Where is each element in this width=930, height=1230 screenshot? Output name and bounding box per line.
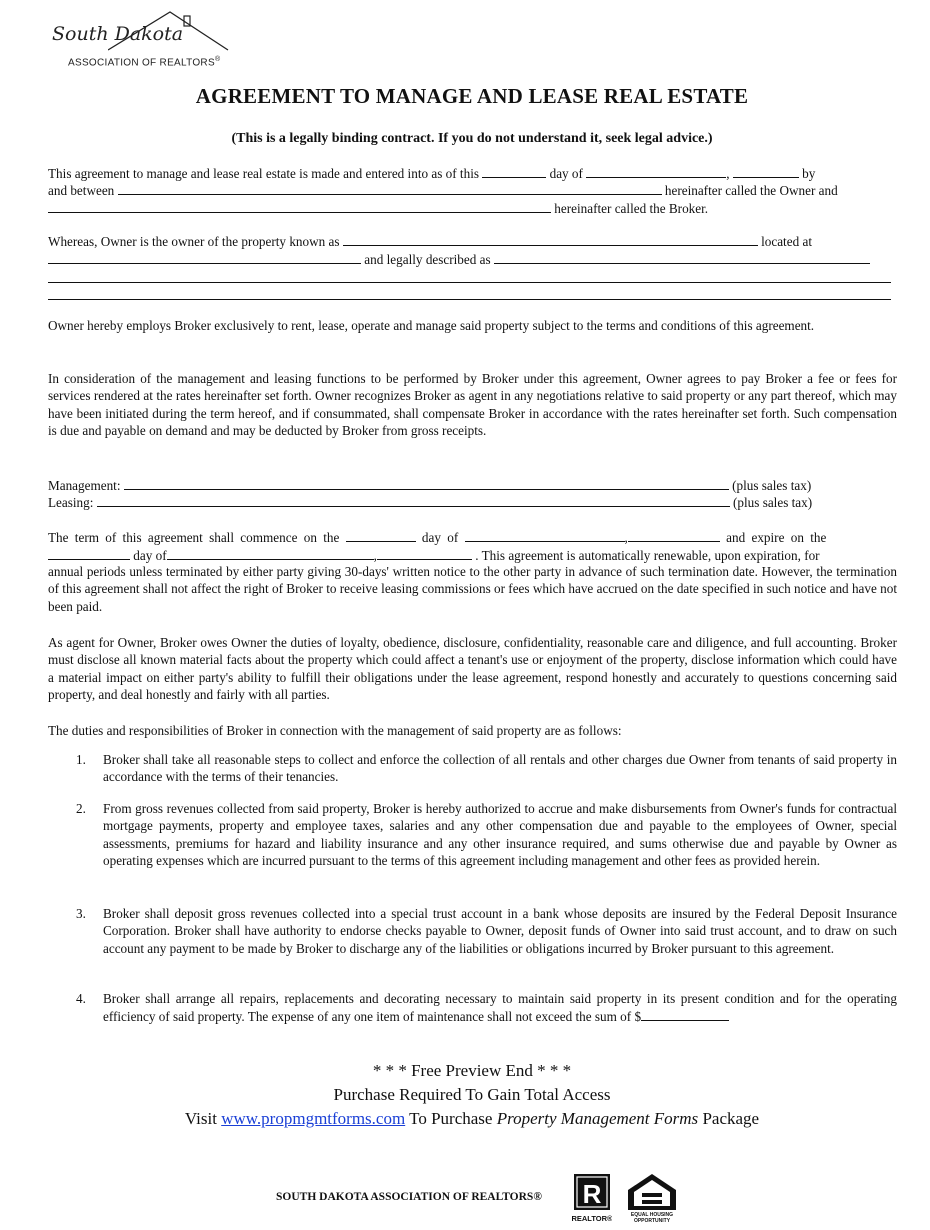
list-item-number: 4. — [76, 991, 86, 1006]
month-field[interactable] — [586, 164, 726, 178]
intro-comma: , — [726, 166, 730, 181]
preview-end-notice: * * * Free Preview End * * * — [372, 1061, 572, 1080]
term-text-a: The term of this agreement shall commence on the — [48, 530, 340, 545]
intro-text-a: This agreement to manage and lease real estate is made and entered into as of this — [48, 166, 479, 181]
equal-housing-icon — [624, 1172, 680, 1224]
realtor-mark-text: R — [582, 1179, 602, 1209]
document-title: AGREEMENT TO MANAGE AND LEASE REAL ESTATE — [195, 84, 749, 108]
term-comma-1: , — [624, 530, 628, 545]
term-text-g: . This agreement is automatically renewable, upon expiration, for — [475, 548, 820, 563]
eho-label-2: OPPORTUNITY — [633, 1218, 671, 1224]
owner-name-field[interactable] — [118, 181, 662, 195]
term-text-d: and expire on the — [726, 530, 827, 545]
legal-notice: (This is a legally binding contract. If you do not understand it, seek legal advice.) — [231, 131, 713, 146]
duties-intro: The duties and responsibilities of Broker in connection with the management of said property are as follows: — [48, 723, 622, 738]
intro-line-2 — [48, 181, 838, 199]
logo-association-text — [68, 51, 220, 72]
term-line-1 — [48, 528, 826, 546]
intro-text-broker: hereinafter called the Broker. — [554, 201, 709, 216]
term-comma-2: , — [373, 548, 377, 563]
logo-script-text: South Dakota — [52, 23, 184, 45]
intro-text-d: by — [802, 166, 816, 181]
management-fee-field[interactable] — [124, 476, 729, 490]
property-location-field[interactable] — [48, 250, 361, 264]
list-item-number: 2. — [76, 801, 86, 816]
commence-year-field[interactable] — [628, 528, 720, 542]
maintenance-limit-field[interactable] — [641, 1007, 729, 1021]
legal-description-line-2[interactable] — [48, 282, 891, 283]
logo-reg-mark: ® — [214, 56, 221, 63]
to-purchase-text: To Purchase — [409, 1109, 493, 1128]
visit-text: Visit — [184, 1109, 217, 1128]
leasing-label: Leasing: — [48, 495, 94, 510]
property-known-as-field[interactable] — [343, 232, 758, 246]
management-fee-row — [48, 476, 811, 494]
realtor-r-icon — [572, 1172, 612, 1224]
whereas-line-2 — [48, 250, 870, 268]
agent-duties-paragraph: As agent for Owner, Broker owes Owner the duties of loyalty, obedience, disclosure, confidentiality, reasonable care and diligence, and full accounting. Broker must disclose all known material facts about the property which could affect a tenant's use or enjoyment of the property, disclose information which could have a material impact on either party's ability to fulfill their obligations under the lease agreement, respond honestly and accurately to questions concerning said property, and deal honestly and fairly with all parties. — [48, 635, 897, 703]
management-tax-note: (plus sales tax) — [732, 478, 812, 493]
year-field[interactable] — [733, 164, 799, 178]
list-item-number: 3. — [76, 906, 86, 921]
day-field[interactable] — [482, 164, 546, 178]
term-paragraph-rest: annual periods unless terminated by either party giving 30-days' written notice to the other party in advance of such termination date. However, the termination of this agreement shall not affect the right of Broker to receive leasing commissions or fees which have accrued on the date specified in such notice and have not been paid. — [48, 564, 897, 614]
sdar-logo — [48, 10, 238, 70]
broker-name-field[interactable] — [48, 199, 551, 213]
list-item-text: Broker shall take all reasonable steps to collect and enforce the collection of all rentals and other charges due Owner from tenants of said property in accordance with the terms of their tenancies. — [103, 752, 897, 785]
legal-description-line-3[interactable] — [48, 299, 891, 300]
term-text-e: day of — [133, 548, 167, 563]
list-item-text — [103, 990, 897, 1026]
expire-month-field[interactable] — [167, 546, 374, 560]
whereas-line-1 — [48, 232, 812, 250]
intro-line-1 — [48, 164, 815, 182]
intro-text-owner: hereinafter called the Owner and — [664, 183, 838, 198]
whereas-text-a: Whereas, Owner is the owner of the property known as — [48, 234, 340, 249]
intro-text-and-between: and between — [48, 183, 115, 198]
list-item-text: Broker shall deposit gross revenues collected into a special trust account in a bank whose deposits are insured by the Federal Deposit Insurance Corporation. Broker shall have authority to endorse checks payable to Owner, deposit funds of Owner into said trust account, and to draw on such account any payment to be made by Broker to discharge any of the liabilities or obligations incurred by Broker pursuant to this agreement. — [103, 906, 897, 956]
management-label: Management: — [48, 478, 121, 493]
leasing-tax-note: (plus sales tax) — [733, 495, 813, 510]
term-text-b: day of — [421, 530, 459, 545]
intro-text-b: day of — [549, 166, 583, 181]
product-name: Property Management Forms — [496, 1109, 699, 1128]
item-4-text: Broker shall arrange all repairs, replacements and decorating necessary to maintain said property in its present condition and for the operating efficiency of said property. The expense of any one item of maintenance shall not exceed the sum of $ — [103, 991, 897, 1025]
intro-line-3 — [48, 199, 708, 217]
purchase-required-notice: Purchase Required To Gain Total Access — [333, 1085, 611, 1104]
expire-year-field[interactable] — [377, 546, 472, 560]
footer-organization: SOUTH DAKOTA ASSOCIATION OF REALTORS® — [276, 1191, 542, 1203]
commence-day-field[interactable] — [346, 528, 416, 542]
eho-label-1: EQUAL HOUSING — [630, 1212, 674, 1218]
whereas-text-c: and legally described as — [364, 252, 491, 267]
commence-month-field[interactable] — [465, 528, 625, 542]
term-line-2 — [48, 546, 820, 564]
visit-notice — [0, 1107, 930, 1131]
realtor-logo — [572, 1172, 612, 1224]
consideration-paragraph: In consideration of the management and leasing functions to be performed by Broker under this agreement, Owner agrees to pay Broker a fee or fees for services rendered at the rates hereinafter set forth. Owner recognizes Broker as agent in any negotiations relative to said property or any part thereof, which may have been initiated during the term hereof, and if consummated, shall compensate Broker in accordance with the rates hereinafter set forth. Such compensation is due and payable on demand and may be deducted by Broker from gross receipts. — [48, 371, 897, 439]
logo-assoc-label: ASSOCIATION OF REALTORS — [68, 57, 215, 69]
list-item-number: 1. — [76, 752, 86, 767]
leasing-fee-field[interactable] — [97, 493, 730, 507]
employment-paragraph: Owner hereby employs Broker exclusively to rent, lease, operate and manage said property subject to the terms and conditions of this agreement. — [48, 318, 815, 333]
package-text: Package — [702, 1109, 760, 1128]
expire-day-field[interactable] — [48, 546, 130, 560]
purchase-link[interactable]: www.propmgmtforms.com — [221, 1109, 406, 1128]
legal-description-field[interactable] — [494, 250, 870, 264]
realtor-label: REALTOR® — [572, 1214, 612, 1223]
equal-housing-logo — [624, 1172, 680, 1224]
leasing-fee-row — [48, 493, 812, 511]
whereas-text-b: located at — [761, 234, 812, 249]
list-item-text: From gross revenues collected from said property, Broker is hereby authorized to accrue and make disbursements from Owner's funds for contractual mortgage payments, property and employee taxes, salaries and any other compensation due and payable to the employees of Owner, special assessments, premiums for hazard and liability insurance and any other insurance required, and sums otherwise due and payable by Owner as operating expenses which are incurred pursuant to the terms of this agreement including management and other fees as provided herein. — [103, 801, 897, 869]
